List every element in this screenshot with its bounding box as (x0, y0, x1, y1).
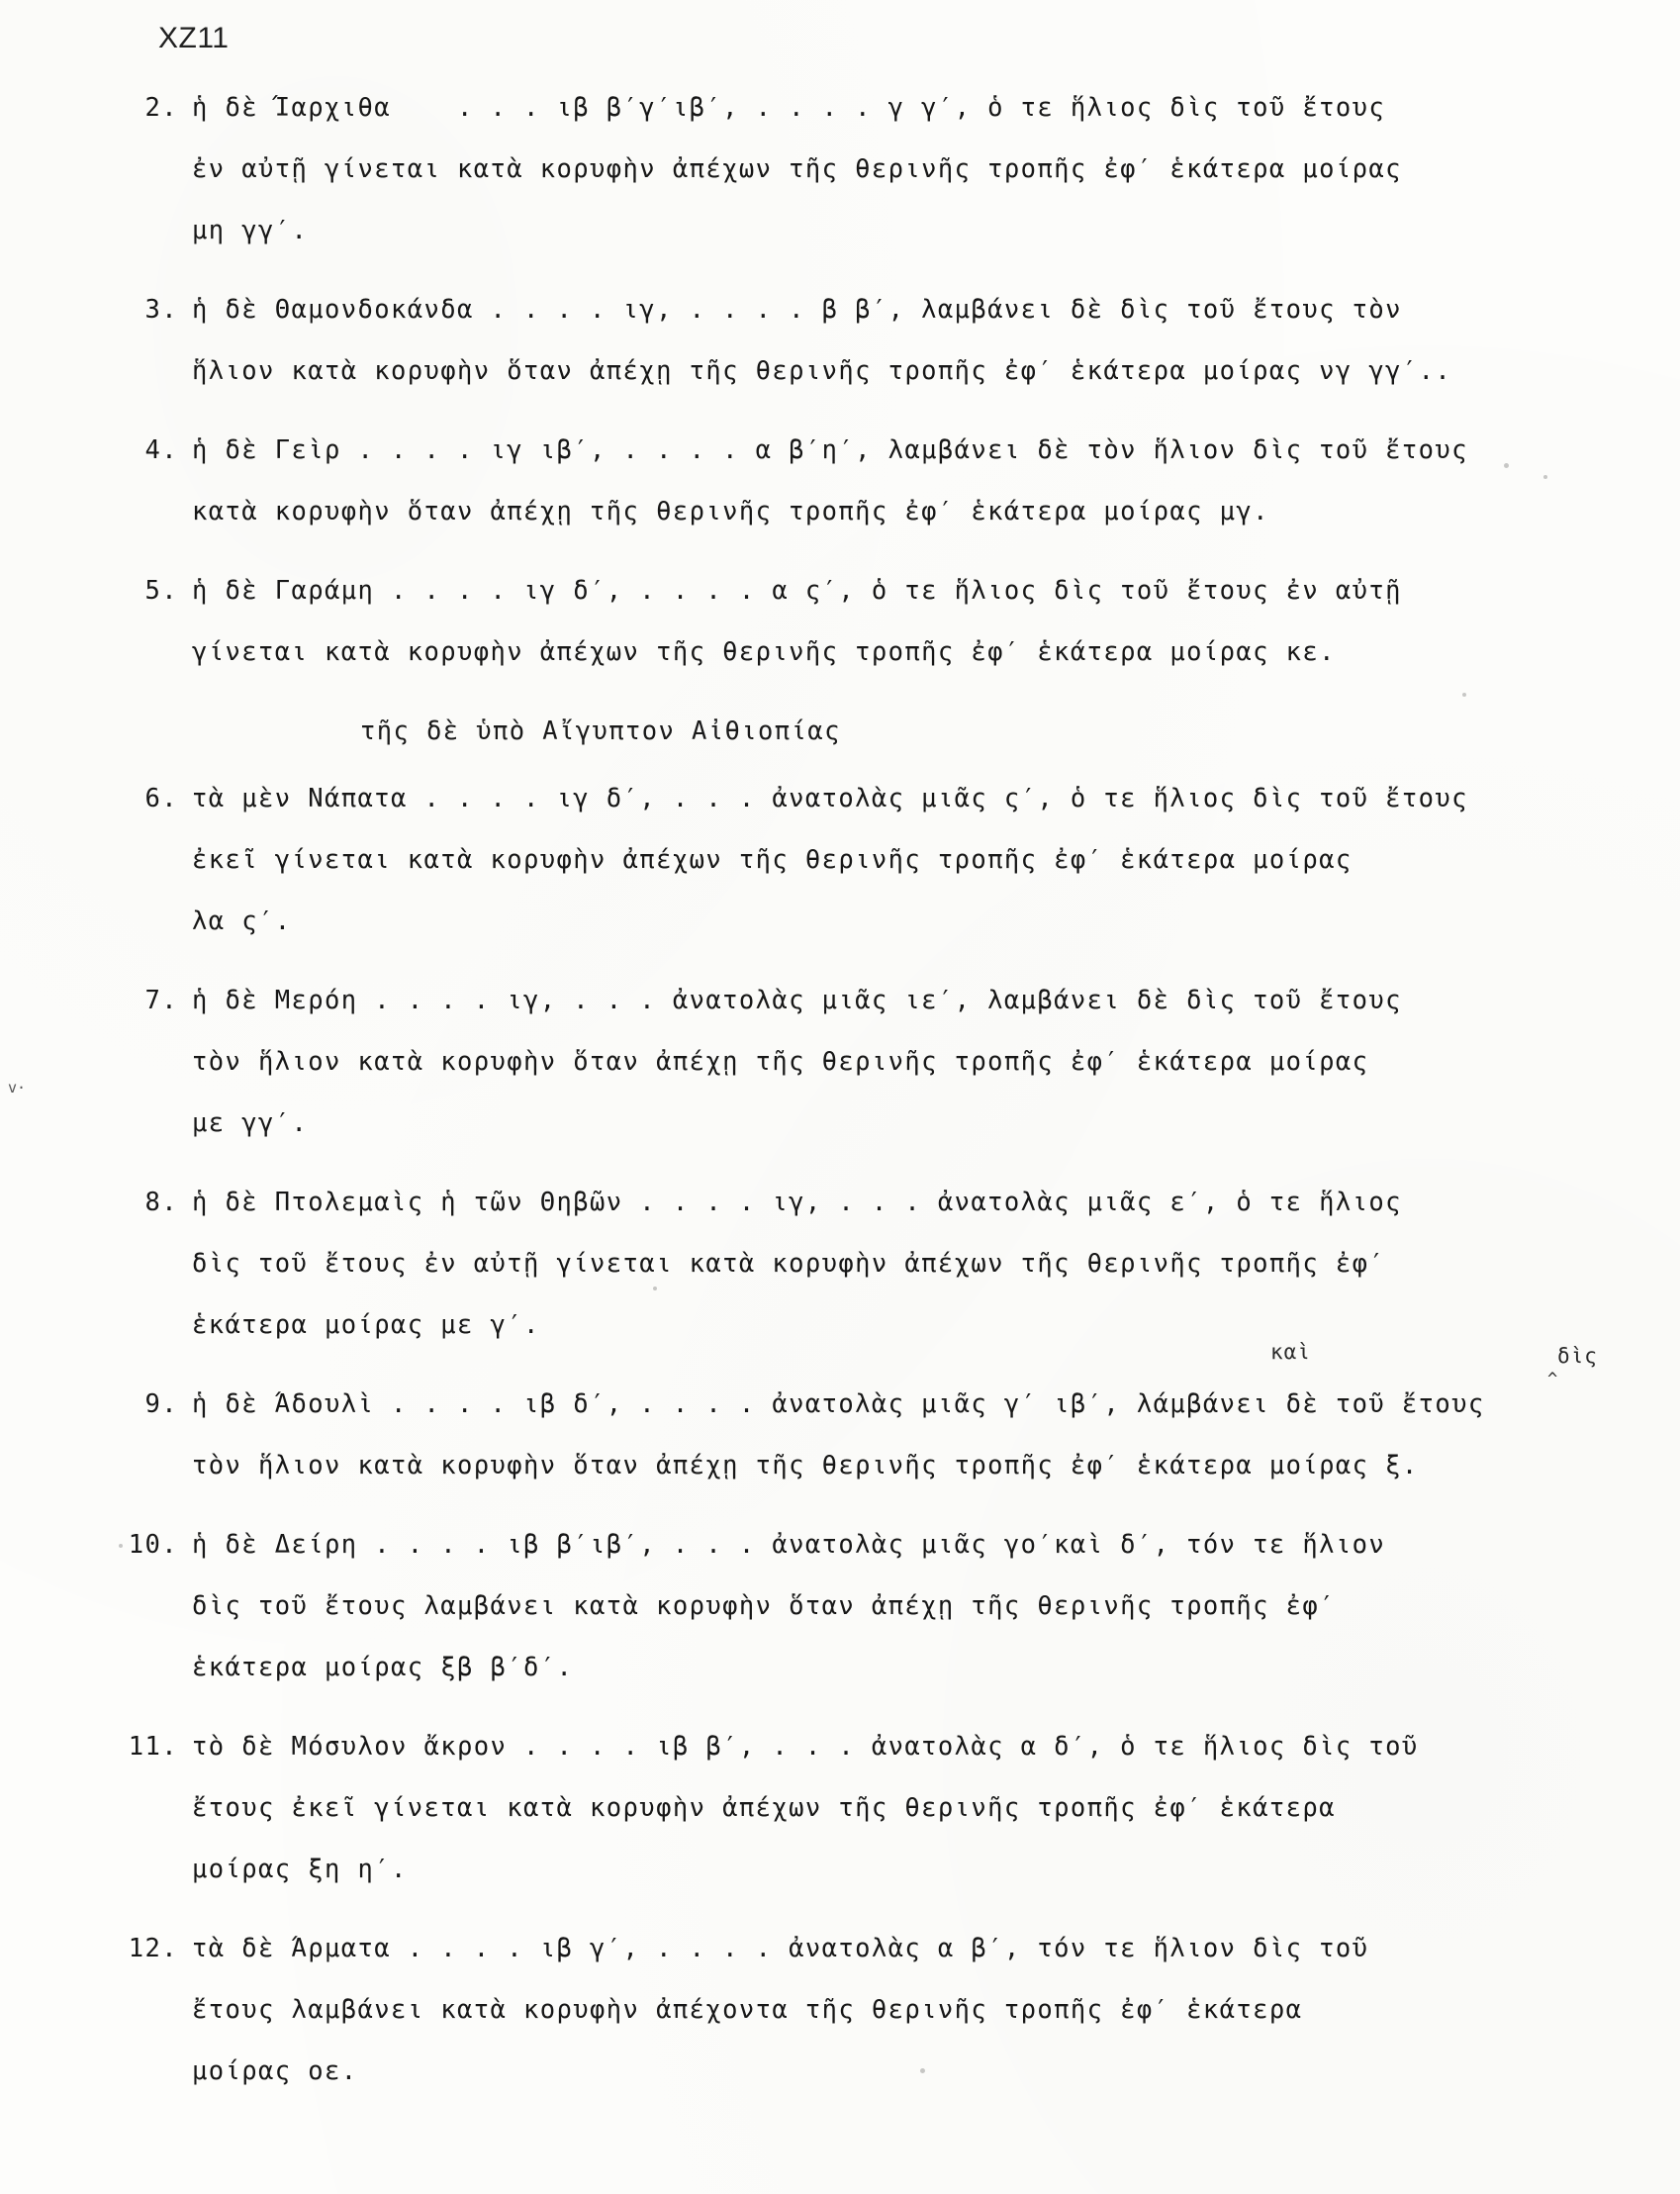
entry-line-text: τὸ δὲ Μόσυλον ἄκρον . . . . ιβ β′, . . . ἀνατολὰς α δ′, ὁ τε ἥλιος δὶς τοῦ (192, 1732, 1419, 1762)
section-heading-text: τῆς δὲ ὑπὸ Αἴγυπτον Αἰθιοπίας (360, 716, 841, 746)
entry-line-text: ἡ δὲ Πτολεμαὶς ἡ τῶν Θηβῶν . . . . ιγ, . . . ἀνατολὰς μιᾶς ε′, ὁ τε ἥλιος (192, 1188, 1402, 1217)
caret-mark-icon: ^ (1547, 1370, 1558, 1389)
text-line (125, 1093, 1609, 1154)
entry-number: 10. (128, 1530, 178, 1560)
scan-speck (1504, 463, 1509, 468)
text-line (125, 279, 1609, 340)
scan-speck (119, 1544, 123, 1548)
scan-speck (653, 1287, 657, 1290)
text-line (125, 481, 1609, 542)
entry-line-text: μοίρας οε. (192, 2056, 358, 2086)
entry-6 (125, 768, 1609, 952)
text-line (125, 420, 1609, 481)
entry-line-text: μη γγ′. (192, 216, 309, 245)
entry-line-text: ἡ δὲ Ίαρχιθα . . . ιβ β′γ′ιβ′, . . . . γ γ′, ὁ τε ἥλιος δὶς τοῦ ἔτους (192, 93, 1386, 123)
entry-line-text: ἥλιον κατὰ κορυφὴν ὅταν ἀπέχῃ τῆς θερινῆς τροπῆς ἐφ′ ἑκάτερα μοίρας νγ γγ′.. (192, 356, 1452, 386)
entry-number: 12. (128, 1934, 178, 1963)
entry-number: 5. (144, 576, 178, 606)
entry-line-text: τὸν ἥλιον κατὰ κορυφὴν ὅταν ἀπέχῃ τῆς θερινῆς τροπῆς ἐφ′ ἑκάτερα μοίρας (192, 1047, 1369, 1077)
entry-12 (125, 1918, 1609, 2102)
text-line (125, 1575, 1609, 1637)
text-line (125, 1233, 1609, 1294)
text-line (125, 1294, 1609, 1356)
entry-8 (125, 1172, 1609, 1356)
scan-speck (920, 2068, 925, 2073)
text-line (125, 77, 1609, 139)
text-line (125, 1031, 1609, 1093)
text-line (125, 1716, 1609, 1777)
entry-line-text: με γγ′. (192, 1108, 309, 1138)
entry-line-text: ἐκεῖ γίνεται κατὰ κορυφὴν ἀπέχων τῆς θερινῆς τροπῆς ἐφ′ ἑκάτερα μοίρας (192, 845, 1353, 875)
entry-line-text: ἡ δὲ Άδουλὶ . . . . ιβ δ′, . . . . ἀνατολὰς μιᾶς γ′ ιβ′, λάμβάνει δὲ τοῦ ἔτους (192, 1389, 1485, 1419)
text-line (125, 340, 1609, 402)
entry-line-text: ἐν αὐτῇ γίνεται κατὰ κορυφὴν ἀπέχων τῆς θερινῆς τροπῆς ἐφ′ ἑκάτερα μοίρας (192, 154, 1402, 184)
text-line (125, 768, 1609, 829)
text-line (125, 970, 1609, 1031)
entry-number: 6. (144, 784, 178, 813)
text-line (125, 200, 1609, 261)
text-line (125, 560, 1609, 621)
entry-line-text: ἡ δὲ Γαράμη . . . . ιγ δ′, . . . . α ς′, ὁ τε ἥλιος δὶς τοῦ ἔτους ἐν αὐτῇ (192, 576, 1402, 606)
text-line (125, 1435, 1609, 1496)
entry-line-text: ἡ δὲ Θαμονδοκάνδα . . . . ιγ, . . . . β β′, λαμβάνει δὲ δὶς τοῦ ἔτους τὸν (192, 295, 1402, 325)
page-shelfmark: XZ11 (158, 22, 230, 54)
entry-line-text: ἡ δὲ Μερόη . . . . ιγ, . . . ἀνατολὰς μιᾶς ιε′, λαμβάνει δὲ δὶς τοῦ ἔτους (192, 986, 1402, 1015)
text-line (125, 1918, 1609, 1979)
scan-speck (1543, 475, 1547, 479)
entry-line-text: κατὰ κορυφὴν ὅταν ἀπέχῃ τῆς θερινῆς τροπῆς ἐφ′ ἑκάτερα μοίρας μγ. (192, 497, 1269, 526)
entry-line-text: δὶς τοῦ ἔτους λαμβάνει κατὰ κορυφὴν ὅταν ἀπέχῃ τῆς θερινῆς τροπῆς ἐφ′ (192, 1591, 1336, 1621)
entry-line-text: μοίρας ξη η′. (192, 1855, 408, 1884)
entry-line-text: τὰ μὲν Νάπατα . . . . ιγ δ′, . . . ἀνατολὰς μιᾶς ς′, ὁ τε ἥλιος δὶς τοῦ ἔτους (192, 784, 1468, 813)
text-line (125, 891, 1609, 952)
text-line (125, 621, 1609, 683)
interlinear-correction-dis: δὶς (1557, 1344, 1598, 1368)
entry-number: 8. (144, 1188, 178, 1217)
interlinear-correction-kai: καὶ (1270, 1340, 1311, 1364)
text-line (125, 1839, 1609, 1900)
document-body (125, 77, 1609, 2120)
marginal-edge-mark: v· (8, 1079, 27, 1097)
entry-2 (125, 77, 1609, 261)
entry-number: 7. (144, 986, 178, 1015)
entry-number: 3. (144, 295, 178, 325)
entry-line-text: δὶς τοῦ ἔτους ἐν αὐτῇ γίνεται κατὰ κορυφὴν ἀπέχων τῆς θερινῆς τροπῆς ἐφ′ (192, 1249, 1386, 1279)
entry-7 (125, 970, 1609, 1154)
entry-10 (125, 1514, 1609, 1698)
entry-line-text: ἡ δὲ Γεὶρ . . . . ιγ ιβ′, . . . . α β′η′, λαμβάνει δὲ τὸν ἥλιον δὶς τοῦ ἔτους (192, 435, 1468, 465)
entry-9 (125, 1340, 1609, 1496)
text-line (125, 1777, 1609, 1839)
entry-line-text: ἔτους λαμβάνει κατὰ κορυφὴν ἀπέχοντα τῆς θερινῆς τροπῆς ἐφ′ ἑκάτερα (192, 1995, 1303, 2025)
entry-line-text: ἡ δὲ Δείρη . . . . ιβ β′ιβ′, . . . ἀνατολὰς μιᾶς γο′καὶ δ′, τόν τε ἥλιον (192, 1530, 1386, 1560)
entry-number: 2. (144, 93, 178, 123)
entry-line-text: λα ς′. (192, 906, 292, 936)
entry-number: 11. (128, 1732, 178, 1762)
entry-5 (125, 560, 1609, 683)
entry-line-text: ἑκάτερα μοίρας ξβ β′δ′. (192, 1653, 574, 1682)
entry-line-text: τὰ δὲ Άρματα . . . . ιβ γ′, . . . . ἀνατολὰς α β′, τόν τε ἥλιον δὶς τοῦ (192, 1934, 1369, 1963)
text-line (125, 139, 1609, 200)
text-line (125, 1172, 1609, 1233)
entry-11 (125, 1716, 1609, 1900)
text-line (125, 2041, 1609, 2102)
text-line (125, 1979, 1609, 2041)
entry-number-spacer (125, 701, 192, 762)
entry-number: 9. (144, 1389, 178, 1419)
text-line (125, 1637, 1609, 1698)
text-line (125, 1514, 1609, 1575)
scan-speck (1462, 693, 1466, 697)
text-line (125, 829, 1609, 891)
entry-line-text: τὸν ἥλιον κατὰ κορυφὴν ὅταν ἀπέχῃ τῆς θερινῆς τροπῆς ἐφ′ ἑκάτερα μοίρας ξ. (192, 1451, 1419, 1480)
entry-4 (125, 420, 1609, 542)
section-heading (125, 701, 1609, 762)
entry-number: 4. (144, 435, 178, 465)
entry-line-text: ἑκάτερα μοίρας με γ′. (192, 1310, 540, 1340)
entry-line-text: γίνεται κατὰ κορυφὴν ἀπέχων τῆς θερινῆς τροπῆς ἐφ′ ἑκάτερα μοίρας κε. (192, 637, 1336, 667)
entry-line-text: ἔτους ἐκεῖ γίνεται κατὰ κορυφὴν ἀπέχων τῆς θερινῆς τροπῆς ἐφ′ ἑκάτερα (192, 1793, 1336, 1823)
entry-3 (125, 279, 1609, 402)
text-line (125, 1374, 1609, 1435)
